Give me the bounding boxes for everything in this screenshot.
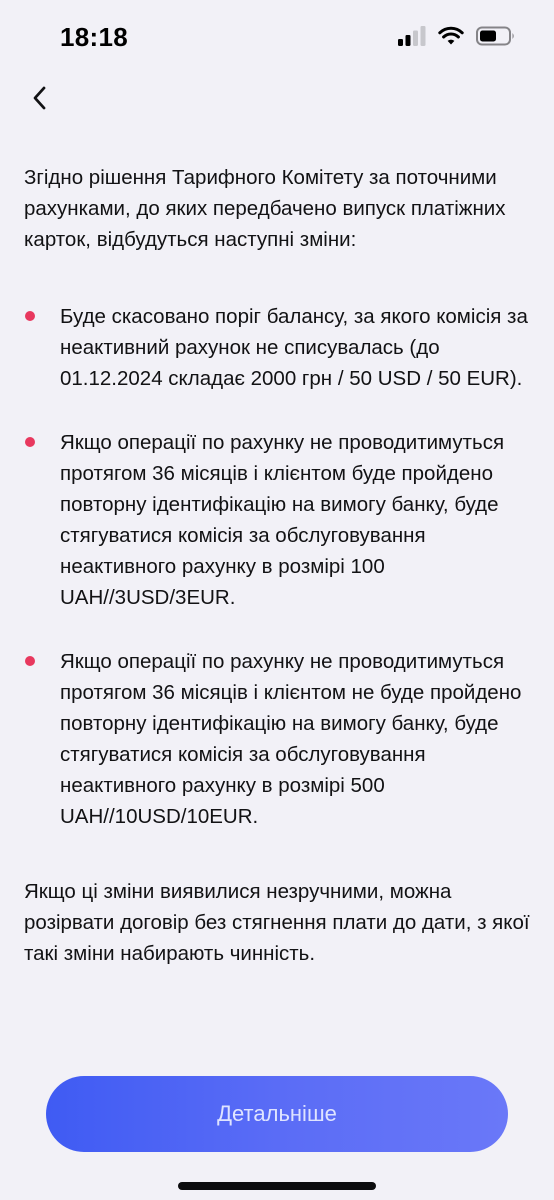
status-time: 18:18 (60, 22, 128, 52)
list-item (24, 646, 534, 832)
bullet-dot-icon (25, 311, 35, 321)
list-item-text: Якщо операції по рахунку не проводитимуться протягом 36 місяців і клієнтом буде пройдено повторну ідентифікацію на вимогу банку, буде стягуватися комісія за обслуговування неактивного рахунку в розмірі 100 UAH//3USD/3EUR. (60, 431, 505, 609)
cellular-signal-icon (398, 26, 426, 46)
bullet-dot-icon (25, 437, 35, 447)
battery-icon (476, 26, 516, 46)
changes-content (24, 162, 534, 969)
details-button[interactable]: Детальніше (46, 1076, 508, 1152)
status-icons (398, 26, 516, 46)
bullet-dot-icon (25, 656, 35, 666)
wifi-icon (438, 26, 464, 46)
changes-list (24, 301, 534, 832)
list-item-text: Якщо операції по рахунку не проводитимуться протягом 36 місяців і клієнтом не буде пройдено повторну ідентифікацію на вимогу банку, буде стягуватися комісія за обслуговування неактивного рахунку в розмірі 500 UAH//10USD/10EUR. (60, 650, 522, 828)
back-button[interactable] (22, 80, 58, 116)
chevron-left-icon (30, 85, 50, 111)
outro-text: Якщо ці зміни виявилися незручними, можна розірвати договір без стягнення плати до дати, з якої такі зміни набирають чинність. (24, 880, 530, 965)
status-bar (0, 0, 554, 74)
list-item-text: Буде скасовано поріг балансу, за якого комісія за неактивний рахунок не списувалась (до 01.12.2024 складає 2000 грн / 50 USD / 50 EUR). (60, 305, 528, 390)
intro-text: Згідно рішення Тарифного Комітету за поточними рахунками, до яких передбачено випуск платіжних карток, відбудуться наступні зміни: (24, 166, 506, 251)
list-item (24, 301, 534, 394)
home-indicator (178, 1182, 376, 1190)
list-item (24, 427, 534, 613)
